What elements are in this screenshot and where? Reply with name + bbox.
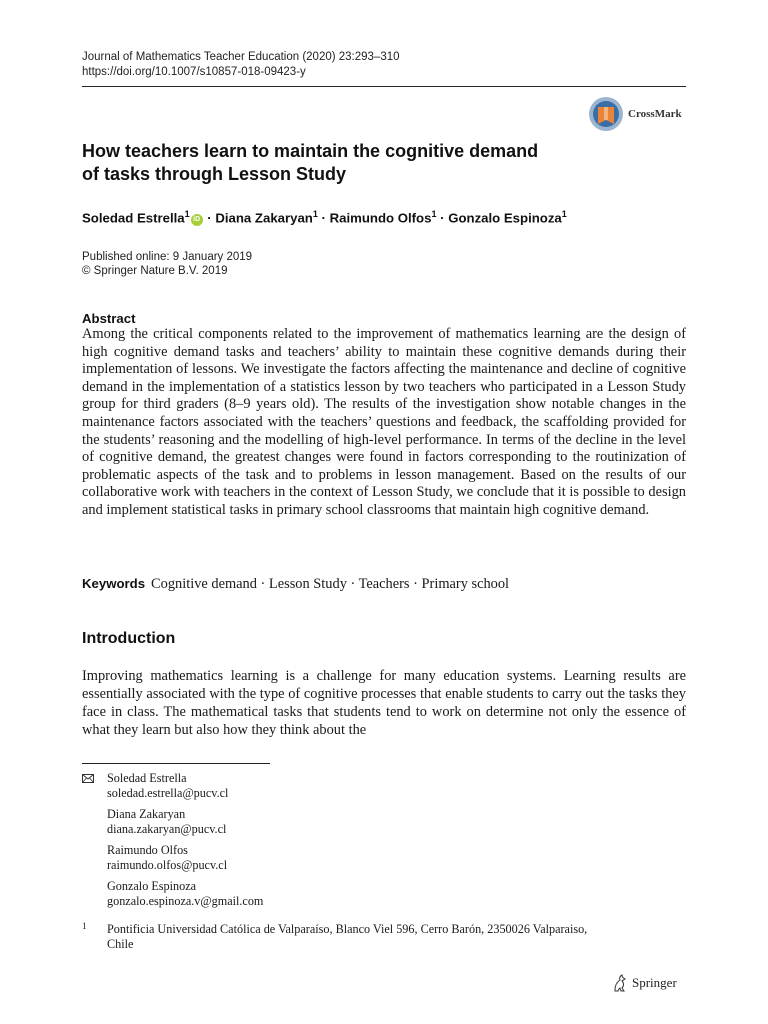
author-separator: · [317,210,330,226]
keywords [82,575,509,593]
orcid-icon[interactable]: iD [191,214,203,226]
contact-entry [82,879,682,909]
publication-info [82,250,252,278]
contact-email[interactable]: gonzalo.espinoza.v@gmail.com [107,894,264,908]
contact-entry [82,843,682,873]
author-name[interactable]: Diana Zakaryan [215,210,313,226]
affiliation-number: 1 [82,921,87,931]
contact-entry [82,807,682,837]
author-affil: 1 [431,209,437,219]
author-name[interactable]: Soledad Estrella [82,210,185,226]
contact-name: Diana Zakaryan [107,807,186,821]
introduction-text: Improving mathematics learning is a challenge for many education systems. Learning results are essentially associated with the type of cognitive processes that enable students to carry out the tasks they face in class. The mathematical tasks that students tend to work on determine not only the essence of what they learn but also how they think about the [82,668,686,738]
author-separator: · [203,210,216,226]
crossmark-badge[interactable] [588,96,692,132]
affiliation [82,922,682,952]
abstract-heading: Abstract [82,311,136,326]
journal-citation: Journal of Mathematics Teacher Education (2020) 23:293–310 [82,51,400,63]
contact-email[interactable]: diana.zakaryan@pucv.cl [107,822,227,836]
contact-entry [82,771,682,801]
contact-name: Soledad Estrella [107,771,187,785]
footnote-rule [82,763,270,764]
contact-name: Gonzalo Espinoza [107,879,197,893]
title-line-2: of tasks through Lesson Study [82,164,347,184]
contact-email[interactable]: raimundo.olfos@pucv.cl [107,858,228,872]
header-rule [82,86,686,87]
keywords-label: Keywords [82,576,146,591]
author-list [82,209,567,226]
author-name[interactable]: Gonzalo Espinoza [448,210,562,226]
copyright: © Springer Nature B.V. 2019 [82,265,228,277]
contact-email[interactable]: soledad.estrella@pucv.cl [107,786,229,800]
article-title [82,140,642,186]
title-line-1: How teachers learn to maintain the cognitive demand [82,141,539,161]
published-date: Published online: 9 January 2019 [82,251,253,263]
crossmark-label: CrossMark [628,108,682,120]
author-separator: · [436,210,449,226]
affiliation-line-2: Chile [107,937,134,951]
affiliation-line-1: Pontificia Universidad Católica de Valparaíso, Blanco Viel 596, Cerro Barón, 2350026 Valparaiso, [107,922,588,936]
author-name[interactable]: Raimundo Olfos [329,210,432,226]
author-affil: 1 [184,209,190,219]
contact-name: Raimundo Olfos [107,843,188,857]
abstract-text: Among the critical components related to the improvement of mathematics learning are the design of high cognitive demand tasks and teachers’ ability to maintain these cognitive demands during their implementation of lessons. We investigate the factors affecting the maintenance and decline of cognitive demand in the implementation of a statistics lesson by two teachers who participated in a Lesson Study group for third graders (8–9 years old). The results of the investigation show notable changes in the maintenance factors associated with the teachers’ questions and feedback, the scaffolding provided for the students’ reasoning and the modelling of high-level performance. In terms of the decline in the level of cognitive demand, the greatest changes were found in factors corresponding to the routinization of problematic aspects of the task and to problems in lesson management. Based on the results of our collaborative work with teachers in the context of Lesson Study, we conclude that it is possible to design and implement statistical tasks in primary school classrooms that maintain high cognitive demand. [82,326,686,518]
crossmark-icon [588,96,624,132]
envelope-icon [82,774,94,783]
publisher-name: Springer [632,975,677,990]
introduction-heading: Introduction [82,630,176,647]
springer-horse-icon [612,974,628,992]
doi-link[interactable]: https://doi.org/10.1007/s10857-018-09423-y [82,66,306,78]
publisher-logo [612,974,677,992]
keywords-text: Cognitive demand · Lesson Study · Teachers · Primary school [151,576,510,592]
author-affil: 1 [312,209,318,219]
author-affil: 1 [561,209,567,219]
